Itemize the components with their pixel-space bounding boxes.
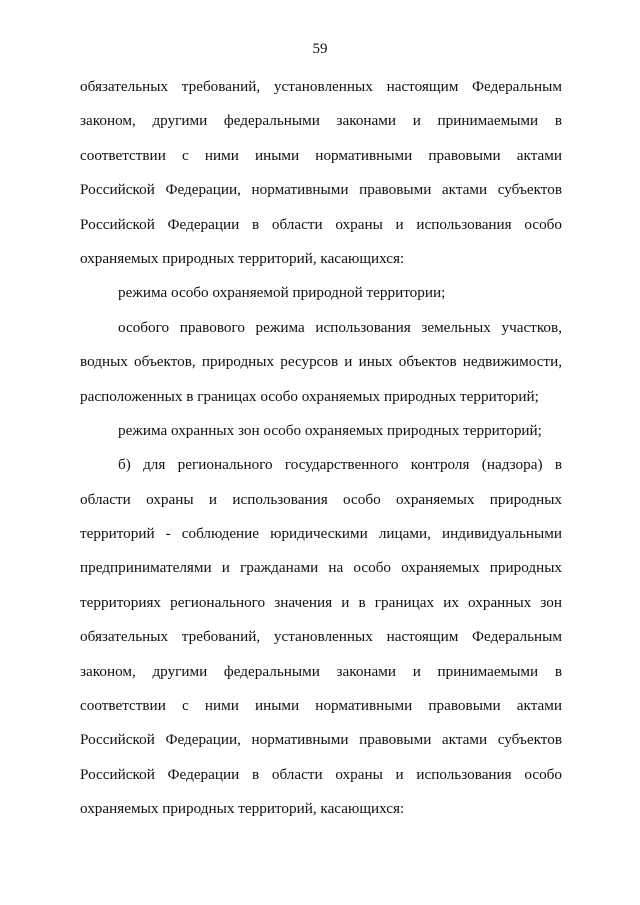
text-line: режима охранных зон особо охраняемых природных территорий; bbox=[118, 421, 542, 439]
text-line: соответствии с ними иными нормативными правовыми актами bbox=[80, 146, 562, 164]
page-number: 59 bbox=[312, 41, 328, 57]
paragraph-item bbox=[80, 311, 562, 414]
text-line: Российской Федерации в области охраны и использования особо bbox=[80, 215, 562, 233]
paragraph-subclause-b bbox=[80, 448, 562, 826]
text-line: охраняемых природных территорий, касающихся: bbox=[80, 800, 405, 818]
text-line: б) для регионального государственного контроля (надзора) в bbox=[118, 456, 562, 474]
text-line: обязательных требований, установленных настоящим Федеральным bbox=[80, 628, 562, 646]
text-line: режима особо охраняемой природной территории; bbox=[118, 284, 446, 302]
text-line: законом, другими федеральными законами и принимаемыми в bbox=[80, 112, 562, 130]
paragraph-item bbox=[80, 414, 562, 448]
paragraph-item bbox=[80, 276, 562, 310]
text-line: расположенных в границах особо охраняемых природных территорий; bbox=[80, 387, 539, 405]
document-body bbox=[80, 70, 562, 827]
text-line: законом, другими федеральными законами и принимаемыми в bbox=[80, 662, 562, 680]
text-line: предпринимателями и гражданами на особо охраняемых природных bbox=[80, 559, 562, 577]
text-line: соответствии с ними иными нормативными правовыми актами bbox=[80, 697, 562, 715]
text-line: водных объектов, природных ресурсов и иных объектов недвижимости, bbox=[80, 353, 562, 371]
text-line: Российской Федерации в области охраны и использования особо bbox=[80, 765, 562, 783]
text-line: территорий - соблюдение юридическими лицами, индивидуальными bbox=[80, 525, 562, 543]
text-line: Российской Федерации, нормативными правовыми актами субъектов bbox=[80, 731, 562, 749]
text-line: территориях регионального значения и в границах их охранных зон bbox=[80, 593, 562, 611]
text-line: охраняемых природных территорий, касающихся: bbox=[80, 249, 405, 267]
text-line: обязательных требований, установленных настоящим Федеральным bbox=[80, 78, 562, 95]
text-line: области охраны и использования особо охраняемых природных bbox=[80, 490, 562, 508]
paragraph-continuation bbox=[80, 70, 562, 276]
text-line: Российской Федерации, нормативными правовыми актами субъектов bbox=[80, 181, 562, 199]
text-line: особого правового режима использования земельных участков, bbox=[118, 318, 562, 336]
